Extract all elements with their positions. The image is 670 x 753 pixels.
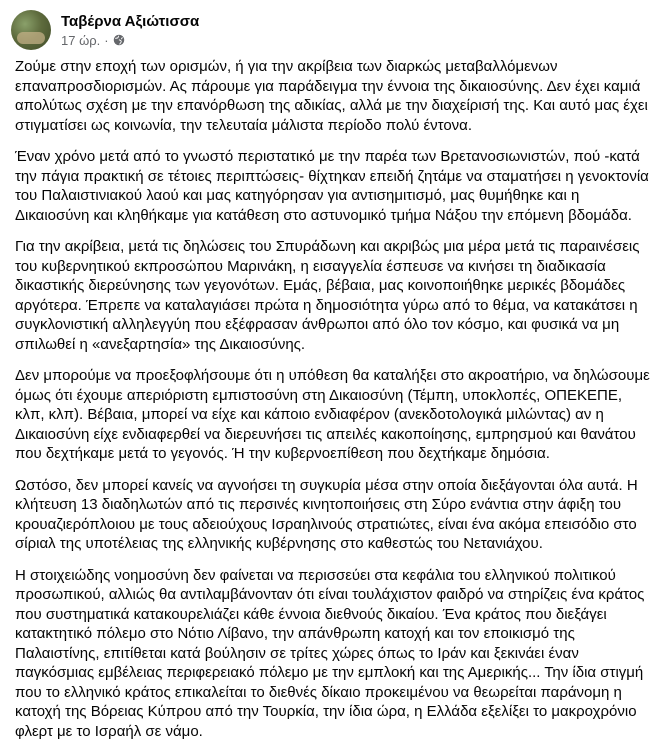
post-paragraph-1: Ζούμε στην εποχή των ορισμών, ή για την ακρίβεια των διαρκώς μεταβαλλόμενων επαναπροσδιορισμών. Ας πάρουμε για παράδειγμα την έννοια της δικαιοσύνης. Δεν έχει καμιά απολύτως σχέση με την επανόρθωση της αδικίας, αλλά με την διαχείρισή της. Και αυτό μας έχει στιγματίσει ως κοινωνία, την τελευταία μάλιστα περίοδο πολύ έντονα. [15,58,648,134]
post-body [15,57,655,753]
post-timestamp[interactable]: 17 ώρ. [61,32,101,48]
separator-dot: · [104,32,109,48]
globe-icon[interactable] [113,34,125,46]
post-meta [61,12,199,49]
post-paragraph-6: Η στοιχειώδης νοημοσύνη δεν φαίνεται να περισσεύει στα κεφάλια του ελληνικού πολιτικού προσωπικού, αλλιώς θα αντιλαμβάνονταν ότι είναι τουλάχιστον φαιδρό να στηρίζεις ένα κράτος που συστηματικά κατακουρελιάζει κάθε έννοια διεθνούς δικαίου. Ένα κράτος που διεξάγει κατακτητικό πόλεμο στο Νότιο Λίβανο, την απάνθρωπη κατοχή και τον εποικισμό της Παλαιστίνης, επιτίθεται κατά βούλησιν σε τρίτες χώρες όπως το Ιράν και ξεκινάει έναν παγκόσμιας εμβέλειας περιφερειακό πόλεμο με την εμπλοκή και της Αμερικής... Την ίδια στιγμή που το ελληνικό κράτος επικαλείται το διεθνές δίκαιο προκειμένου να θεωρείται παράνομη η κατοχή της Βόρειας Κύπρου από την Τουρκία, την ίδια ώρα, η Ελλάδα εξελίξει το μακροχρόνιο φλερτ με το Ισραήλ σε νάμο. [15,566,645,740]
post-subline [61,32,199,49]
post-paragraph-3: Για την ακρίβεια, μετά τις δηλώσεις του Σπυράδωνη και ακριβώς μια μέρα μετά τις παραινέσεις του κυβερνητικού εκπροσώπου Μαρινάκη, η εισαγγελία έσπευσε να κινήσει τη διαδικασία δικαστικής διερεύνησης των γεγονότων. Εμάς, βέβαια, μας κοινοποιήθηκε μερικές βδομάδες αργότερα. Έπρεπε να καταλαγιάσει πρώτα η δημοσιότητα γύρω από το θέμα, να κατακάτσει η συγκλονιστική αλληλεγγύη που εξέφρασαν άνθρωποι από όλο τον κόσμο, και φυσικά να μη σπιλωθεί η «ανεξαρτησία» της Δικαιοσύνης. [15,238,640,353]
post-paragraph-4: Δεν μπορούμε να προεξοφλήσουμε ότι η υπόθεση θα καταλήξει στο ακροατήριο, να δηλώσουμε όμως ότι έχουμε απεριόριστη εμπιστοσύνη στη Δικαιοσύνη (Τέμπη, υποκλοπές, ΟΠΕΚΕΠΕ, κλπ, κλπ). Βέβαια, μπορεί να είχε και κάποιο ενδιαφέρον (ανεκδοτολογικά μιλώντας) αν η Δικαιοσύνη είχε ενδιαφερθεί να διερευνήσει τις απειλές κακοποίησης, εμπρησμού και θανάτου που δεχτήκαμε μετά το γεγονός. Ή την κυβερνοεπίθεση που δεχτήκαμε δημόσια. [15,367,650,462]
post-paragraph-5: Ωστόσο, δεν μπορεί κανείς να αγνοήσει τη συγκυρία μέσα στην οποία διεξάγονται όλα αυτά. Η κλήτευση 13 διαδηλωτών από τις περσινές κινητοποιήσεις στη Σύρο ενάντια στην άφιξη του κρουαζιερόπλοιου με τους αδειούχους Ισραηλινούς στρατιώτες, είναι ένα ακόμα επεισόδιο στο σίριαλ της υποτέλειας της ελληνικής κυβέρνησης στο καθεστώς του Νετανιάχου. [15,476,638,552]
post-header [11,8,199,52]
page-avatar[interactable] [11,10,51,50]
page-name[interactable]: Ταβέρνα Αξιώτισσα [61,12,200,30]
post-paragraph-2: Έναν χρόνο μετά από το γνωστό περιστατικό με την παρέα των Βρετανοσιωνιστών, πού -κατά την πάγια πρακτική σε τέτοιες περιπτώσεις- θίχτηκαν επειδή ζητάμε να σταματήσει η γενοκτονία του Παλαιστινιακού λαού και μας κατηγόρησαν για αντισημιτισμό, μας θυμήθηκε και η Δικαιοσύνη και κληθήκαμε για κατάθεση στο αστυνομικό τμήμα Νάξου την επόμενη βδομάδα. [15,148,649,224]
